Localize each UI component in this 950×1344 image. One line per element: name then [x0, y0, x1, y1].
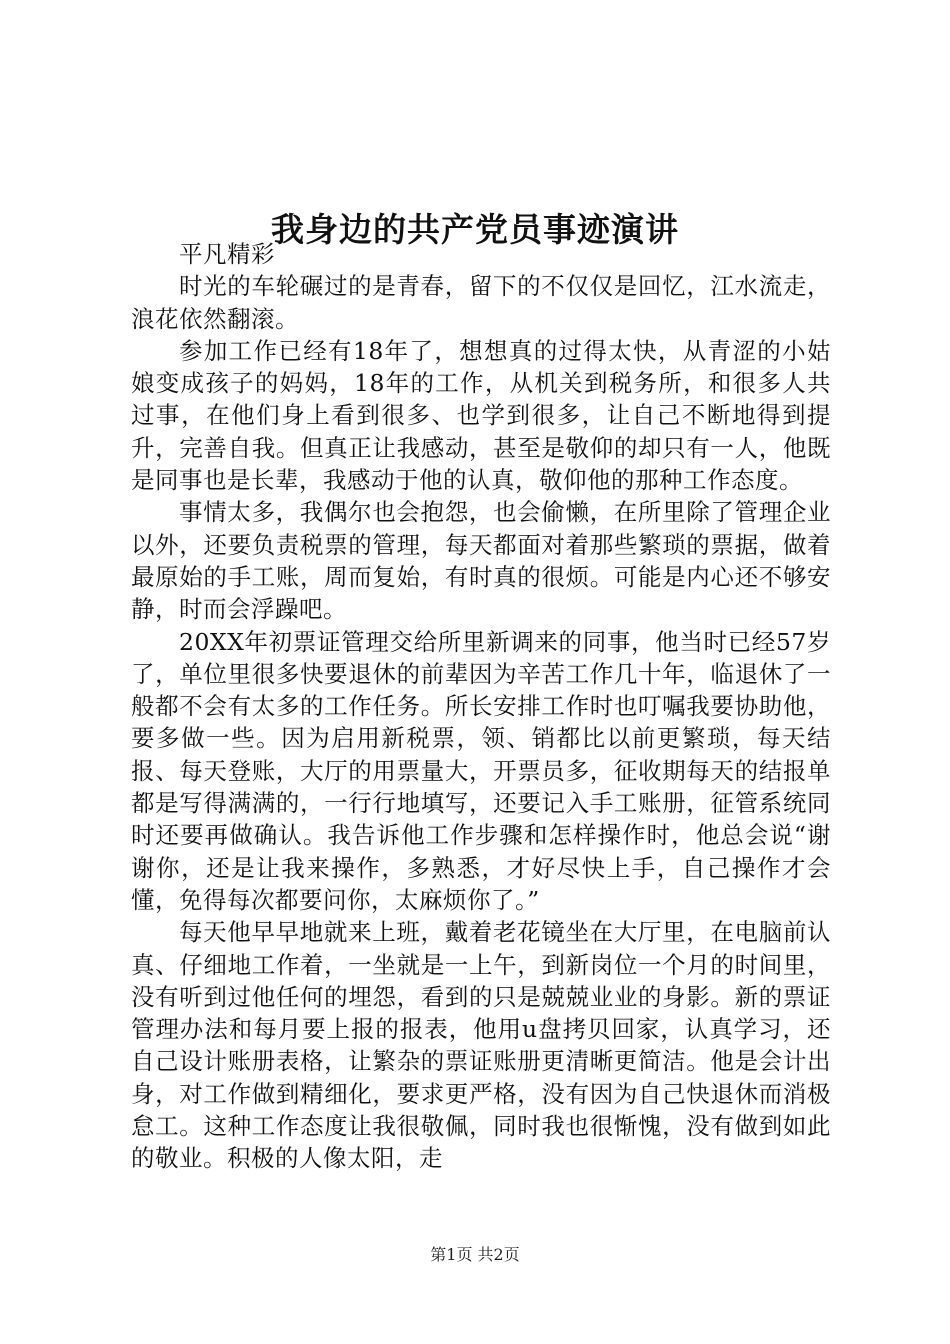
document-body	[131, 238, 831, 1175]
paragraph-subtitle: 平凡精彩	[179, 240, 275, 268]
paragraph: 每天他早早地就来上班，戴着老花镜坐在大厅里，在电脑前认真、仔细地工作着，一坐就是一上午，到新岗位一个月的时间里，没有听到过他任何的埋怨，看到的只是兢兢业业的身影。新的票证管理办法和每月要上报的报表，他用u盘拷贝回家，认真学习，还自己设计账册表格，让繁杂的票证账册更清晰更简洁。他是会计出身，对工作做到精细化，要求更严格，没有因为自己快退休而消极怠工。这种工作态度让我很敬佩，同时我也很惭愧，没有做到如此的敬业。积极的人像太阳，走	[131, 918, 831, 1173]
paragraph: 事情太多，我偶尔也会抱怨，也会偷懒，在所里除了管理企业以外，还要负责税票的管理，每天都面对着那些繁琐的票据，做着最原始的手工账，周而复始，有时真的很烦。可能是内心还不够安静，时而会浮躁吧。	[131, 498, 831, 624]
page-number-footer: 第1页 共2页	[430, 1245, 520, 1264]
paragraph: 时光的车轮碾过的是青春，留下的不仅仅是回忆，江水流走，浪花依然翻滚。	[131, 272, 831, 333]
document-title: 我身边的共产党员事迹演讲	[271, 210, 679, 250]
paragraph: 参加工作已经有18年了，想想真的过得太快，从青涩的小姑娘变成孩子的妈妈，18年的工作，从机关到税务所，和很多人共过事，在他们身上看到很多、也学到很多，让自己不断地得到提升，完善自我。但真正让我感动，甚至是敬仰的却只有一人，他既是同事也是长辈，我感动于他的认真，敬仰他的那种工作态度。	[131, 336, 831, 495]
paragraph: 20XX年初票证管理交给所里新调来的同事，他当时已经57岁了，单位里很多快要退休的前辈因为辛苦工作几十年，临退休了一般都不会有太多的工作任务。所长安排工作时也叮嘱我要协助他，要多做一些。因为启用新税票，领、销都比以前更繁琐，每天结报、每天登账，大厅的用票量大，开票员多，征收期每天的结报单都是写得满满的，一行行地填写，还要记入手工账册，征管系统同时还要再做确认。我告诉他工作步骤和怎样操作时，他总会说“谢谢你，还是让我来操作，多熟悉，才好尽快上手，自己操作才会懂，免得每次都要问你，太麻烦你了。”	[131, 627, 831, 914]
